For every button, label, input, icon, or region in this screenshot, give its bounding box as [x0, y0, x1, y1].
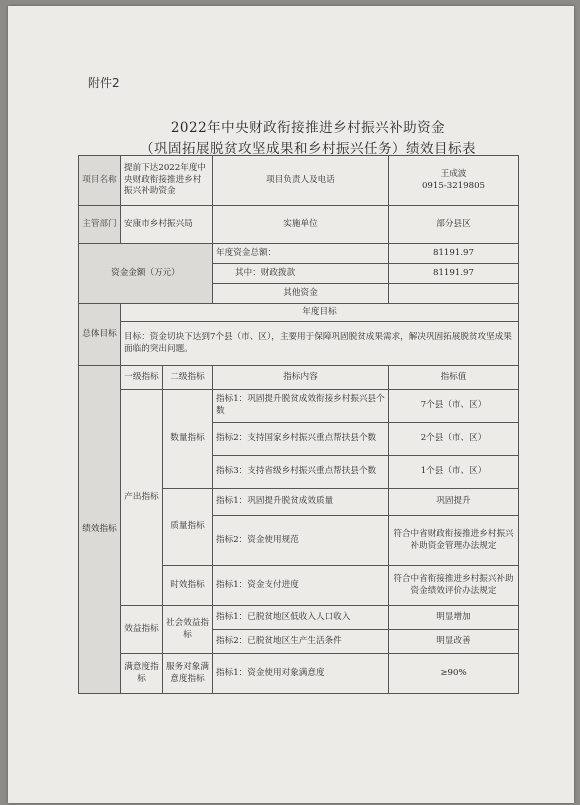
project-contact-cell — [389, 156, 519, 206]
output-indicators-label: 产出指标 — [121, 390, 163, 606]
annual-goal-text: 目标：资金切块下达到7个县（市、区），主要用于保障巩固脱贫成果需求，解决巩固拓展脱贫攻坚成果面临的突出问题。 — [121, 322, 519, 366]
funds-fiscal-value: 81191.97 — [389, 264, 519, 284]
implementing-unit-label: 实施单位 — [213, 206, 389, 244]
indicator-value: 1个县（市、区） — [389, 456, 519, 489]
indicator-value: 符合中省衔接推进乡村振兴补助资金绩效评价办法规定 — [389, 566, 519, 606]
funds-total-value: 81191.97 — [389, 244, 519, 264]
col-level2-header: 二级指标 — [163, 366, 213, 390]
social-benefit-indicators-label: 社会效益指标 — [163, 606, 213, 654]
col-value-header: 指标值 — [389, 366, 519, 390]
service-satisfaction-label: 服务对象满意度指标 — [163, 654, 213, 694]
department-label: 主管部门 — [79, 206, 121, 244]
project-name-label: 项目名称 — [79, 156, 121, 206]
indicator-content: 指标1：巩固提升脱贫成效衔接乡村振兴县个数 — [213, 390, 389, 423]
indicator-value: 明显增加 — [389, 606, 519, 630]
performance-target-table — [78, 155, 519, 694]
indicator-content: 指标1：已脱贫地区低收入人口收入 — [213, 606, 389, 630]
implementing-unit-value: 部分县区 — [389, 206, 519, 244]
col-level1-header: 一级指标 — [121, 366, 163, 390]
funds-other-value — [389, 284, 519, 304]
contact-name: 王成波 — [440, 168, 467, 179]
indicator-content: 指标3：支持省级乡村振兴重点帮扶县个数 — [213, 456, 389, 489]
timeliness-indicators-label: 时效指标 — [163, 566, 213, 606]
funds-label: 资金金额（万元） — [79, 244, 213, 304]
indicator-content: 指标2：资金使用规范 — [213, 516, 389, 566]
funds-fiscal-label: 其中：财政拨款 — [213, 264, 389, 284]
contact-phone: 0915-3219805 — [421, 180, 486, 191]
benefit-indicators-label: 效益指标 — [121, 606, 163, 654]
annual-goal-header: 年度目标 — [121, 304, 519, 322]
performance-indicators-label: 绩效指标 — [79, 366, 121, 694]
col-content-header: 指标内容 — [213, 366, 389, 390]
quality-indicators-label: 质量指标 — [163, 489, 213, 566]
funds-other-label: 其他资金 — [213, 284, 389, 304]
funds-total-label: 年度资金总额： — [213, 244, 389, 264]
indicator-content: 指标1：资金使用对象满意度 — [213, 654, 389, 694]
indicator-content: 指标1：资金支付进度 — [213, 566, 389, 606]
satisfaction-indicators-label: 满意度指标 — [121, 654, 163, 694]
document-title-line1: 2022年中央财政衔接推进乡村振兴补助资金 — [170, 120, 446, 136]
indicator-content: 指标1：巩固提升脱贫成效质量 — [213, 489, 389, 516]
indicator-value: 明显改善 — [389, 630, 519, 654]
indicator-value: 2个县（市、区） — [389, 423, 519, 456]
indicator-value: 7个县（市、区） — [389, 390, 519, 423]
overall-goal-label: 总体目标 — [79, 304, 121, 366]
indicator-value: 符合中省财政衔接推进乡村振兴补助资金管理办法规定 — [389, 516, 519, 566]
indicator-content: 指标2：支持国家乡村振兴重点帮扶县个数 — [213, 423, 389, 456]
quantity-indicators-label: 数量指标 — [163, 390, 213, 489]
project-contact-label: 项目负责人及电话 — [213, 156, 389, 206]
attachment-label: 附件2 — [88, 76, 120, 90]
indicator-content: 指标2：已脱贫地区生产生活条件 — [213, 630, 389, 654]
indicator-value: ≥90% — [389, 654, 519, 694]
indicator-value: 巩固提升 — [389, 489, 519, 516]
department-value: 安康市乡村振兴局 — [121, 206, 213, 244]
project-name-value: 提前下达2022年度中央财政衔接推进乡村振兴补助资金 — [121, 156, 213, 206]
document-title-line2: （巩固拓展脱贫攻坚成果和乡村振兴任务）绩效目标表 — [140, 141, 476, 157]
